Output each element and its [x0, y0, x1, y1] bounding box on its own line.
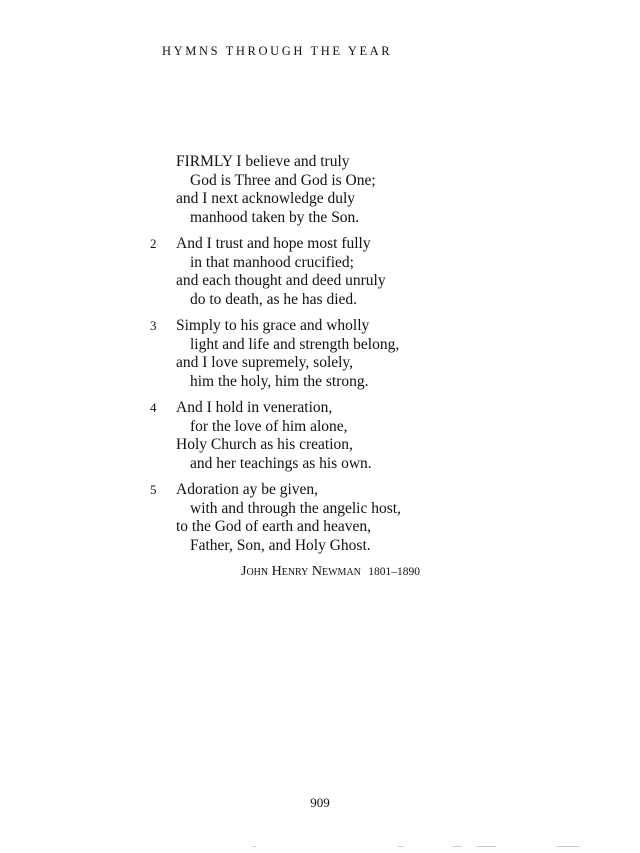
hymn-line: manhood taken by the Son.	[190, 208, 360, 226]
hymn-line: with and through the angelic host,	[190, 499, 401, 517]
stanza-3	[0, 317, 640, 391]
running-header: HYMNS THROUGH THE YEAR	[162, 44, 393, 58]
hymn-line: Adoration ay be given,	[176, 481, 319, 498]
stanza-number: 2	[150, 236, 157, 251]
stanza-4	[0, 399, 640, 473]
speck	[252, 846, 256, 847]
stanza-5	[0, 481, 640, 555]
stanza-number: 5	[150, 482, 157, 497]
attribution	[241, 563, 420, 580]
hymn-line: and each thought and deed unruly	[176, 272, 386, 289]
hymn-line: God is Three and God is One;	[190, 171, 376, 189]
hymn-line: him the holy, him the strong.	[190, 372, 369, 390]
hymn-line: And I hold in veneration,	[176, 399, 333, 416]
hymn-line: in that manhood crucified;	[190, 253, 354, 271]
hymn-line: FIRMLY I believe and truly	[176, 153, 350, 170]
author-name: John Henry Newman	[241, 564, 361, 579]
page-number: 909	[310, 795, 330, 810]
speck	[452, 846, 462, 847]
stanza-number: 3	[150, 318, 157, 333]
hymn-line: to the God of earth and heaven,	[176, 518, 371, 535]
hymn-line: for the love of him alone,	[190, 417, 348, 435]
hymn-line: and I love supremely, solely,	[176, 354, 354, 371]
hymn-line: Father, Son, and Holy Ghost.	[190, 536, 371, 554]
speck	[398, 846, 404, 847]
hymn-line: do to death, as he has died.	[190, 290, 358, 308]
hymn-line: Holy Church as his creation,	[176, 436, 353, 453]
hymn-line: and her teachings as his own.	[190, 454, 372, 472]
stanza-number: 4	[150, 400, 157, 415]
author-years: 1801–1890	[368, 566, 421, 578]
hymn-text	[0, 153, 640, 563]
speck	[476, 846, 496, 847]
hymn-line: light and life and strength belong,	[190, 335, 400, 353]
stanza-1	[0, 153, 640, 227]
speck	[556, 846, 580, 847]
hymn-line: And I trust and hope most fully	[176, 235, 371, 252]
scan-specks	[0, 842, 640, 850]
hymn-line: Simply to his grace and wholly	[176, 317, 370, 334]
hymn-line: and I next acknowledge duly	[176, 190, 356, 207]
stanza-2	[0, 235, 640, 309]
